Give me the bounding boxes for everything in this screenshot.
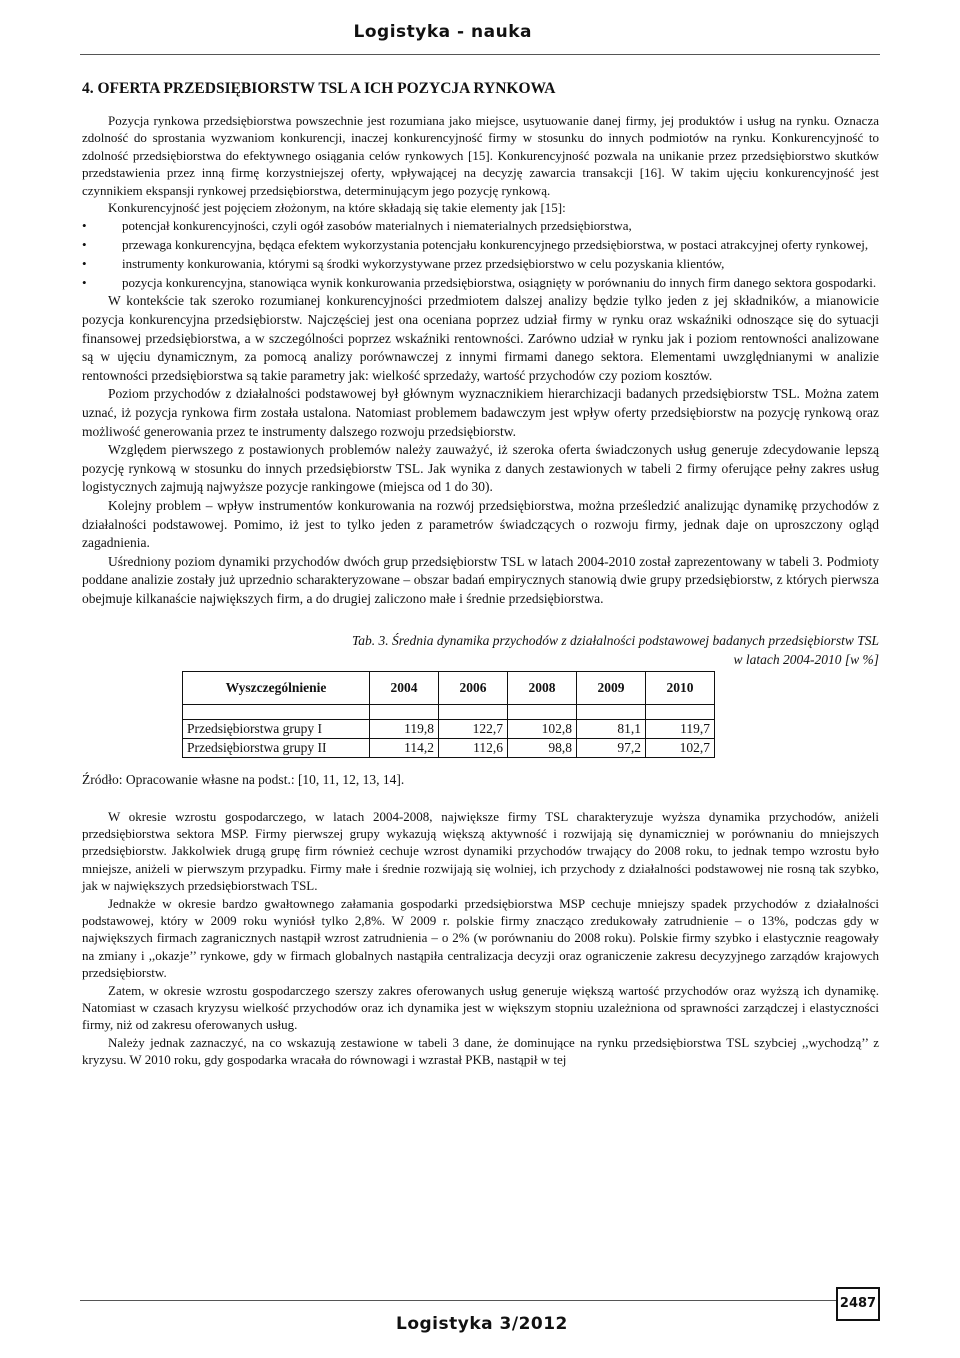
table-cell: 122,7 bbox=[439, 719, 508, 738]
paragraph: Jednakże w okresie bardzo gwałtownego załamania gospodarki przedsiębiorstwa MSP cechuje mniejszy spadek przychodów z działalności podstawowej, który w 2009 roku wyniósł tylko 2,8%. W 2009 r. polskie firmy znacząco zredukowały zatrudnienie – o 13%, podczas gdy w największych firmach zagranicznych nastąpił wzrost zatrudnienia – o 2% (w porównaniu do 2008 roku). Polskie firmy szybko i elastycznie reagowały na zmiany i ,,okazje’’ rynkowe, gdy w firmach globalnych nastąpiła centralizacja decyzji oraz ograniczenie zakresu decyzyjnego zarządów krajowych przedsiębiorstw. bbox=[82, 895, 879, 981]
top-rule bbox=[80, 54, 880, 55]
table-header-row bbox=[183, 671, 715, 704]
list-item: • pozycja konkurencyjna, stanowiąca wynik konkurowania przedsiębiorstwa, osiągnięty w porównaniu do innych firm danego sektora gospodarki. bbox=[82, 275, 877, 291]
table-cell: 102,8 bbox=[508, 719, 577, 738]
list-item: • instrumenty konkurowania, którymi są środki wykorzystywane przez przedsiębiorstwo w celu pozyskania klientów, bbox=[82, 256, 725, 272]
table-caption bbox=[82, 631, 879, 669]
bullet-icon: • bbox=[82, 256, 87, 272]
paragraph: Uśredniony poziom dynamiki przychodów dwóch grup przedsiębiorstw TSL w latach 2004-2010 został zaprezentowany w tabeli 3. Podmioty poddane analizie zostały już uprzednio scharakteryzowane – obszar badań empirycznych stanowią dwie grupy przedsiębiorstw, z których pierwsza obejmuje kilkanaście największych firm, a do drugiej zaliczono małe i średnie przedsiębiorstwa. bbox=[82, 553, 879, 606]
bottom-rule bbox=[80, 1300, 880, 1301]
paragraph: W okresie wzrostu gospodarczego, w latach 2004-2008, największe firmy TSL charakteryzuje wyższa dynamika przychodów, aniżeli przedsiębiorstwa sektora MSP. Firmy pierwszej grupy wykazują większą aktywność i rozwijają się dynamiczniej w porównaniu do mniejszych przedsiębiorstw. Jakkolwiek drugą grupę firm również cechuje wzrost dynamiki przychodów trwający do 2008 roku, to jednak tempo wzrostu było mniejsze, aniżeli w pierwszym przypadku. Firmy małe i średnie rozwijają się wolniej, ich przychody z działalności podstawowej nie rosną tak szybko, jak w największych przedsiębiorstwach TSL. bbox=[82, 808, 879, 894]
list-item: • potencjał konkurencyjności, czyli ogół zasobów materialnych i niematerialnych przedsiębiorstwa, bbox=[82, 218, 632, 234]
column-header: Wyszczególnienie bbox=[183, 671, 370, 704]
column-header: 2004 bbox=[370, 671, 439, 704]
paragraph: Względem pierwszego z postawionych problemów należy zauważyć, iż szeroka oferta świadczonych usług generuje zdecydowanie lepszą pozycję rynkową w stosunku do innych przedsiębiorstw TSL. Jak wynika z danych zestawionych w tabeli 2 firmy oferujące pełny zakres usług logistycznych zajmują najwyższe pozycje rankingowe (miejsca od 1 do 30). bbox=[82, 442, 879, 495]
table-cell: 112,6 bbox=[439, 738, 508, 757]
paragraph: Poziom przychodów z działalności podstawowej był głównym wyznacznikiem hierarchizacji badanych przedsiębiorstw TSL. Można zatem uznać, iż pozycja rynkowa firm została ustalona. Natomiast problemem badawczym jest wpływ oferty przedsiębiorstw na pozycję rynkową oraz możliwość generowania przez te instrumenty dalszego rozwoju przedsiębiorstw. bbox=[82, 386, 879, 439]
paragraph: Należy jednak zaznaczyć, na co wskazują zestawione w tabeli 3 dane, że dominujące na rynku przedsiębiorstwa TSL szybciej ,,wychodzą’’ z kryzysu. W 2010 roku, gdy gospodarka wracała do równowagi i wzrastał PKB, nastąpił w tej bbox=[82, 1034, 879, 1068]
table-source: Źródło: Opracowanie własne na podst.: [10, 11, 12, 13, 14]. bbox=[82, 771, 405, 787]
table-cell: 102,7 bbox=[646, 738, 715, 757]
bullet-icon: • bbox=[82, 275, 87, 291]
bullet-icon: • bbox=[82, 218, 87, 234]
article-body bbox=[82, 80, 879, 1069]
table-cell: 97,2 bbox=[577, 738, 646, 757]
journal-footer: Logistyka 3/2012 bbox=[396, 1314, 568, 1334]
column-header: 2009 bbox=[577, 671, 646, 704]
page-number: 2487 bbox=[836, 1287, 880, 1321]
table-cell: 81,1 bbox=[577, 719, 646, 738]
section-title: 4. OFERTA PRZEDSIĘBIORSTW TSL A ICH POZYCJA RYNKOWA bbox=[82, 80, 556, 97]
bullet-list bbox=[82, 216, 879, 292]
running-head: Logistyka - nauka bbox=[353, 22, 532, 42]
column-header: 2008 bbox=[508, 671, 577, 704]
table-caption-line: w latach 2004-2010 [w %] bbox=[733, 651, 879, 667]
table-caption-line: Tab. 3. Średnia dynamika przychodów z działalności podstawowej badanych przedsiębiorstw TSL bbox=[351, 632, 879, 648]
paragraph: W kontekście tak szeroko rozumianej konkurencyjności przedmiotem dalszej analizy będzie tylko jeden z jej składników, a mianowicie pozycja konkurencyjna przedsiębiorstw. Najczęściej jest ona oceniana poprzez udział firmy w rynku oraz wskaźniki odnoszące się do sytuacji finansowej przedsiębiorstwa, a w szczególności poprzez wskaźniki rentowności. Zarówno udział w rynku jak i poziom rentowności analizowane są w ujęciu dynamicznym, za pomocą analizy porównawczej z innymi firmami danego sektora. Elementami uwzględnianymi w analizie rentowności przedsiębiorstwa są takie parametry jak: wielkość sprzedaży, wartość przychodów czy poziom kosztów. bbox=[82, 293, 879, 383]
paragraph: Zatem, w okresie wzrostu gospodarczego szerszy zakres oferowanych usług generuje większą wartość przychodów oraz wyższą ich dynamikę. Natomiast w czasach kryzysu wielkość przychodów oraz ich dynamika jest w większym stopniu uzależniona od sprawności zarządczej i elastyczności firmy, niż od zakresu oferowanych usług. bbox=[82, 982, 879, 1033]
table-cell: Przedsiębiorstwa grupy I bbox=[183, 719, 370, 738]
table-spacer-row bbox=[183, 704, 715, 719]
table-cell: 98,8 bbox=[508, 738, 577, 757]
paragraph: Konkurencyjność jest pojęciem złożonym, na które składają się takie elementy jak [15]: bbox=[108, 200, 566, 216]
paragraph: Pozycja rynkowa przedsiębiorstwa powszechnie jest rozumiana jako miejsce, usytuowanie danej firmy, jej produktów i usług na rynku. Oznacza zdolność do sprostania wyzwaniom konkurencji, inaczej konkurencyjność firmy w stosunku do innych podmiotów na rynku. Konkurencyjność to zdolność przedsiębiorstwa do efektywnego osiągania celów rynkowych [15]. Konkurencyjność pozwala na unikanie przez przedsiębiorstwo skutków przedstawienia przez inną firmę korzystniejszej oferty, wpływającej na decyzję zawarcia transakcji [16]. W takim ujęciu konkurencyjność jest czynnikiem ekspansji rynkowej przedsiębiorstwa, determinującym jego pozycję rynkową. bbox=[82, 113, 879, 198]
column-header: 2010 bbox=[646, 671, 715, 704]
table-row bbox=[183, 719, 715, 738]
table-cell: 114,2 bbox=[370, 738, 439, 757]
paragraph: Kolejny problem – wpływ instrumentów konkurowania na rozwój przedsiębiorstwa, można prześledzić analizując dynamikę przychodów z działalności podstawowej. Pomimo, iż jest to tylko jeden z parametrów świadczących o rozwoju firmy, jednak daje on uproszczony ogląd zagadnienia. bbox=[82, 497, 879, 551]
list-item: • przewaga konkurencyjna, będąca efektem wykorzystania potencjału konkurencyjnego przedsiębiorstwa, w postaci atrakcyjnej oferty rynkowej, bbox=[82, 237, 869, 253]
table-cell: Przedsiębiorstwa grupy II bbox=[183, 738, 370, 757]
bullet-icon: • bbox=[82, 237, 87, 253]
table-cell: 119,8 bbox=[370, 719, 439, 738]
table-cell: 119,7 bbox=[646, 719, 715, 738]
data-table bbox=[182, 671, 715, 758]
column-header: 2006 bbox=[439, 671, 508, 704]
table-row bbox=[183, 738, 715, 757]
